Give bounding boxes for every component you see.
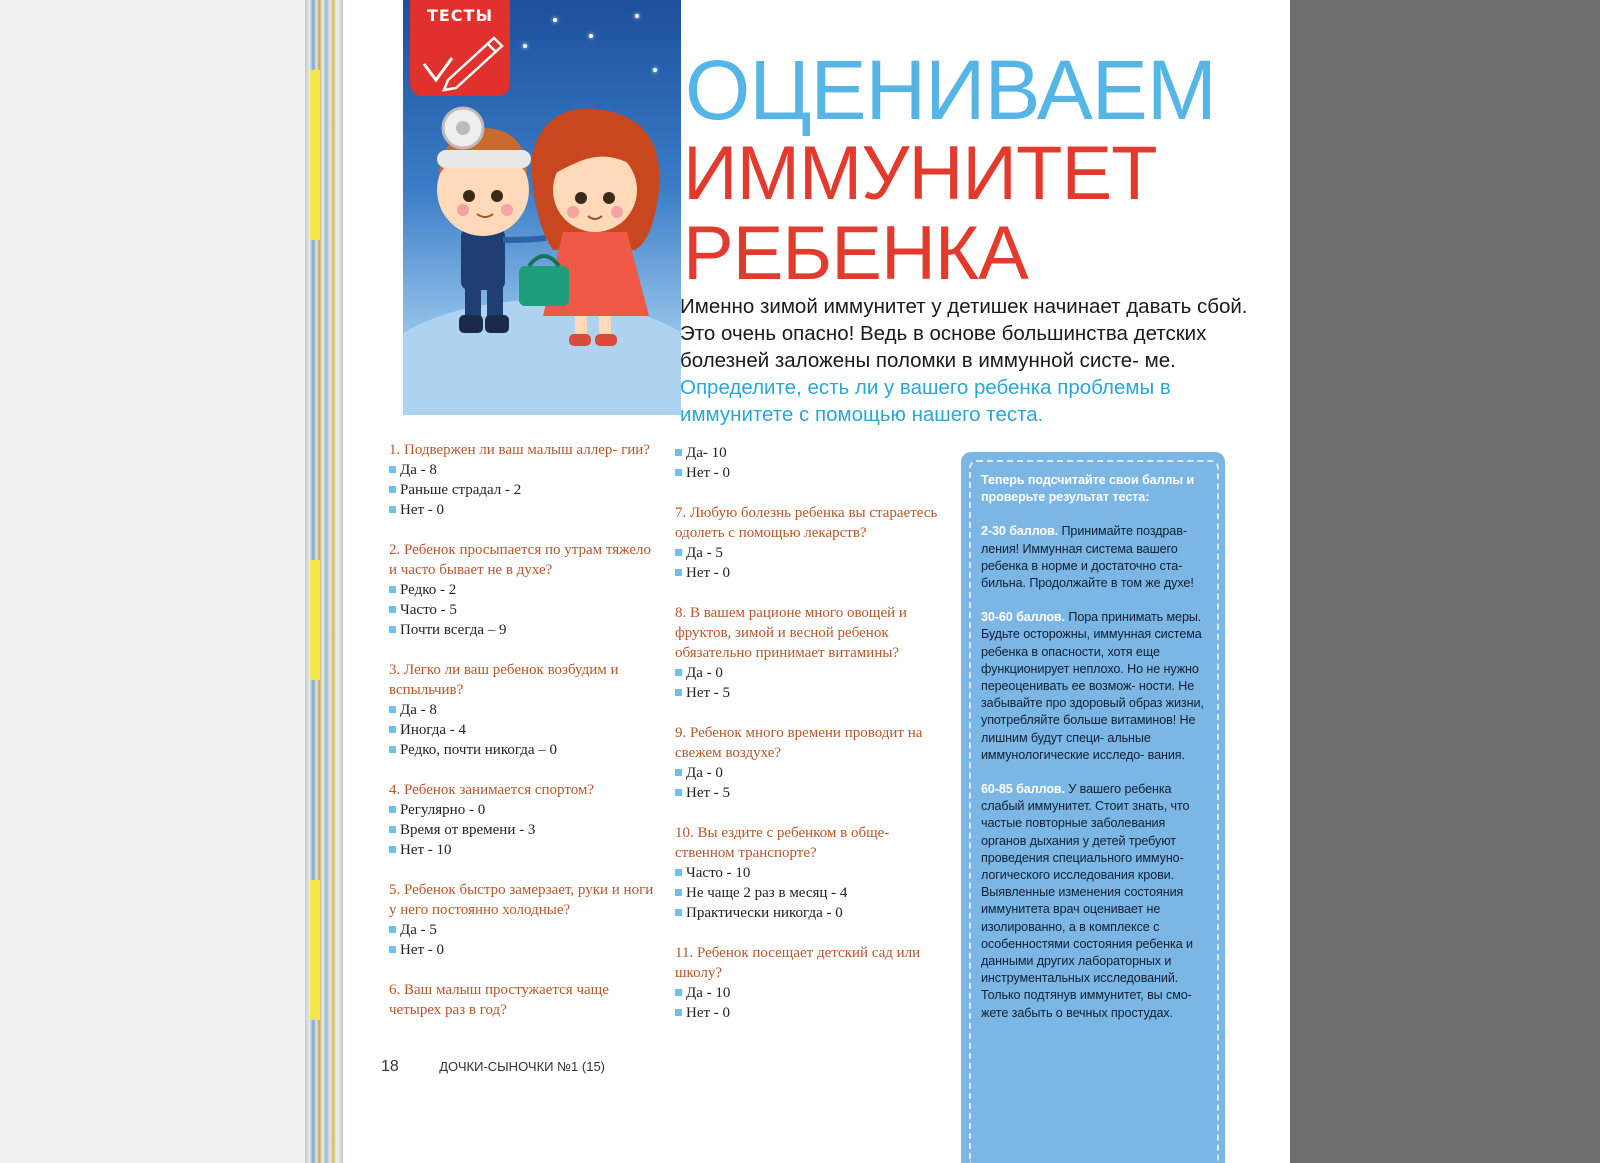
results-box-dashed-border <box>969 460 1219 1163</box>
question-text: 1. Подвержен ли ваш малыш аллер- гии? <box>389 442 650 458</box>
bullet-square-icon <box>389 586 396 593</box>
answer-option: Нет - 0 <box>675 463 945 483</box>
bullet-square-icon <box>389 826 396 833</box>
scan-background-left <box>0 0 305 1163</box>
answer-option: Нет - 5 <box>675 783 945 803</box>
question-text: 4. Ребенок занимается спортом? <box>389 782 595 798</box>
answer-option: Часто - 5 <box>389 600 659 620</box>
bullet-square-icon <box>389 726 396 733</box>
answer-option: Нет - 0 <box>389 940 659 960</box>
answer-option: Часто - 10 <box>675 863 945 883</box>
result-range: 60-85 баллов. <box>981 782 1065 797</box>
bullet-square-icon <box>389 626 396 633</box>
answer-option: Нет - 10 <box>389 840 659 860</box>
answer-option: Нет - 0 <box>675 1003 945 1023</box>
answer-option: Да - 5 <box>675 543 945 563</box>
bullet-square-icon <box>675 869 682 876</box>
question-text: 9. Ребенок много времени проводит на свежем воздухе? <box>675 725 923 761</box>
result-range: 30-60 баллов. <box>981 610 1065 625</box>
question-text: 7. Любую болезнь ребенка вы стараетесь одолеть с помощью лекарств? <box>675 505 938 541</box>
bullet-square-icon <box>675 889 682 896</box>
bullet-square-icon <box>389 486 396 493</box>
bullet-square-icon <box>389 466 396 473</box>
title-line-1: ОЦЕНИВАЕМ <box>685 43 1216 137</box>
intro-paragraph <box>680 293 1250 428</box>
bullet-square-icon <box>675 569 682 576</box>
answer-option: Нет - 0 <box>389 500 659 520</box>
intro-highlight: Определите, есть ли у вашего ребенка проблемы в иммунитете с помощью нашего теста. <box>680 376 1171 426</box>
question-block <box>675 503 945 583</box>
answer-option: Иногда - 4 <box>389 720 659 740</box>
magazine-name: ДОЧКИ-СЫНОЧКИ №1 (15) <box>439 1059 605 1074</box>
answer-option: Да - 8 <box>389 700 659 720</box>
question-text: 10. Вы ездите с ребенком в обще- ственном транспорте? <box>675 825 890 861</box>
question-text: 8. В вашем рационе много овощей и фруктов, зимой и весной ребенок обязательно принимает витамины? <box>675 605 907 661</box>
question-text: 5. Ребенок быстро замерзает, руки и ноги у него постоянно холодные? <box>389 882 654 918</box>
bullet-square-icon <box>389 606 396 613</box>
question-text: 11. Ребенок посещает детский сад или школу? <box>675 945 921 981</box>
question-block <box>389 660 659 760</box>
questions-column-2 <box>675 443 945 1043</box>
bullet-square-icon <box>389 946 396 953</box>
answer-option: Регулярно - 0 <box>389 800 659 820</box>
bullet-square-icon <box>389 706 396 713</box>
bullet-square-icon <box>389 926 396 933</box>
question-block <box>675 823 945 923</box>
question-block <box>389 980 659 1020</box>
bullet-square-icon <box>389 846 396 853</box>
answer-option: Да - 0 <box>675 763 945 783</box>
answer-option: Редко - 2 <box>389 580 659 600</box>
answer-option: Не чаще 2 раз в месяц - 4 <box>675 883 945 903</box>
bullet-square-icon <box>675 669 682 676</box>
illustration-doctor-kids <box>403 0 681 415</box>
question-block <box>675 943 945 1023</box>
spine-stripe <box>310 70 320 240</box>
result-item <box>981 523 1209 592</box>
bullet-square-icon <box>675 549 682 556</box>
result-item <box>981 609 1209 764</box>
answer-option: Редко, почти никогда – 0 <box>389 740 659 760</box>
answer-option: Да- 10 <box>675 443 945 463</box>
answer-option: Да - 5 <box>389 920 659 940</box>
magazine-page <box>343 0 1290 1163</box>
answer-option: Нет - 0 <box>675 563 945 583</box>
question-text: 2. Ребенок просыпается по утрам тяжело и часто бывает не в духе? <box>389 542 651 578</box>
result-text: Принимайте поздрав- ления! Иммунная система вашего ребенка в норме и достаточно ста- бильна. Продолжайте в том же духе! <box>981 524 1194 591</box>
result-item <box>981 781 1209 1022</box>
answer-option: Да - 10 <box>675 983 945 1003</box>
questions-column-1 <box>389 440 659 1040</box>
question-block <box>389 780 659 860</box>
bullet-square-icon <box>675 449 682 456</box>
pencil-check-icon <box>410 0 510 96</box>
answer-option: Нет - 5 <box>675 683 945 703</box>
intro-text: Именно зимой иммунитет у детишек начинает давать сбой. Это очень опасно! Ведь в основе большинства детских болезней заложены поломки в иммунной систе- ме. <box>680 295 1248 372</box>
answer-option: Почти всегда – 9 <box>389 620 659 640</box>
page-number: 18 <box>381 1058 399 1075</box>
bullet-square-icon <box>675 689 682 696</box>
question-text: 3. Легко ли ваш ребенок возбудим и вспыльчив? <box>389 662 619 698</box>
bullet-square-icon <box>389 506 396 513</box>
results-content <box>981 472 1209 1039</box>
bullet-square-icon <box>675 989 682 996</box>
answer-option: Время от времени - 3 <box>389 820 659 840</box>
bullet-square-icon <box>675 469 682 476</box>
result-range: 2-30 баллов. <box>981 524 1059 539</box>
spine-stripe <box>310 560 320 680</box>
answer-option: Да - 0 <box>675 663 945 683</box>
bullet-square-icon <box>675 909 682 916</box>
question-text: 6. Ваш малыш простужается чаще четырех раз в год? <box>389 982 609 1018</box>
title-line-2: ИММУНИТЕТ <box>683 131 1157 216</box>
bullet-square-icon <box>389 746 396 753</box>
bullet-square-icon <box>675 769 682 776</box>
results-box <box>961 452 1225 1163</box>
question-block <box>675 603 945 703</box>
results-heading: Теперь подсчитайте свои баллы и проверьте результат теста: <box>981 473 1195 505</box>
answer-option: Да - 8 <box>389 460 659 480</box>
section-tag <box>410 0 510 96</box>
answer-option: Раньше страдал - 2 <box>389 480 659 500</box>
page-footer <box>381 1058 605 1076</box>
bullet-square-icon <box>675 789 682 796</box>
bullet-square-icon <box>389 806 396 813</box>
bullet-square-icon <box>675 1009 682 1016</box>
section-tag-label: ТЕСТЫ <box>426 6 494 25</box>
result-text: У вашего ребенка слабый иммунитет. Стоит знать, что частые повторные заболевания органов дыхания у детей требуют проведения специального иммуно- логического исследования крови. Выявленные изменения состояния иммунитета врач оценивает не изолированно, а в комплексе с особенностями состояния ребенка и данными других лабораторных и инструментальных исследований. Только подтянув иммунитет, вы смо- жете забыть о вечных простудах. <box>981 782 1193 1020</box>
answer-option: Практически никогда - 0 <box>675 903 945 923</box>
question-block <box>389 540 659 640</box>
spine-stripe <box>310 880 320 1020</box>
question-block <box>389 440 659 520</box>
question-block-continued <box>675 443 945 483</box>
question-block <box>389 880 659 960</box>
result-text: Пора принимать меры. Будьте осторожны, иммунная система ребенка в опасности, хотя еще функционирует неплохо. Но не нужно переоценивать ее возмож- ности. Не забывайте про здоровый образ жизни, употребляйте больше витаминов! Не лишним будут специ- альные иммунологические исследо- вания. <box>981 610 1204 762</box>
title-line-3: РЕБЕНКА <box>683 211 1028 296</box>
scan-background-right <box>1290 0 1600 1163</box>
question-block <box>675 723 945 803</box>
